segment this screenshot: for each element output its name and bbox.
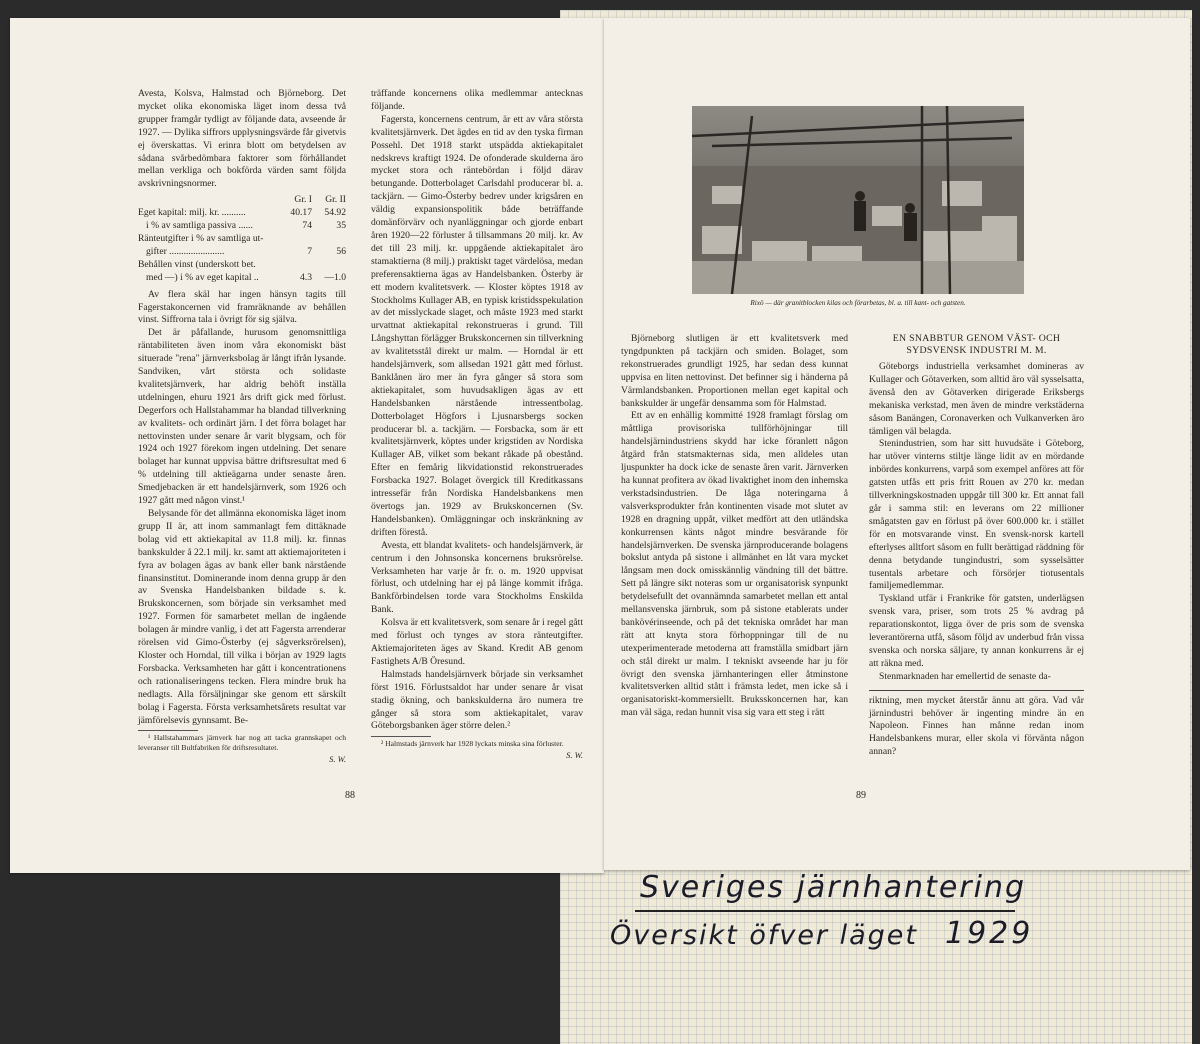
signature: S. W. [566,750,583,761]
handwritten-year: 1929 [945,916,1034,951]
left-column-2 [371,88,583,762]
page-89 [604,18,1190,870]
paragraph: riktning, men mycket återstår ännu att göra. Vad vår järnindustri behöver är ingenting mindre än en Napoleon. Finnes han månne redan inom Handelsbankens murar, eller skola vi förvänta någon annan? [869,694,1084,758]
page-88 [10,18,604,873]
table-row: gifter ....................... 7 56 [146,245,346,257]
handwritten-underline [635,910,1015,912]
paragraph: Belysande för det allmänna ekonomiska läget inom grupp II är, att inom sammanlagt fem dittäknade bolag vid ett aktiekapital av 11.8 milj. kr. finnas bankskulder å 22.1 milj. kr. samt att aktiemajoriteten i fyra av bolagen ägas av bank eller bank närstående finansinstitut. Dominerande inom denna grupp är den av Svenska Handelsbanken bildade s. k. Brukskoncernen, som började sin verksamhet med 1927. Formen för samarbetet mellan de ingående bolagen är mindre vanlig, i det att Fagersta arrenderar rörelsen vid Gimo-Österby (ej sågverksrörelsen), Kloster och Horndal, till vilka i början av 1929 lagts Forsbacka. Verksamheten har gått i koncentrationens och rationaliseringens tecken. Flera mindre bruk ha nedlagts. Alla försäljningar ske genom ett särskilt bolag i Fagersta. Första verksamhetsårets resultat var jämförelsevis gynnsamt. Be- [138,508,346,726]
quarry-photo-illustration [692,106,1024,294]
handwritten-subtitle: Översikt öfver läget [610,920,918,951]
paragraph: Kolsva är ett kvalitetsverk, som senare år i regel gått med förlust och tynges av stora ränteutgifter. Aktiemajoriteten äges av Skand. Kredit AB genom Fastighets A/B Öresund. [371,617,583,667]
paragraph: Ett av en enhällig kommitté 1928 framlagt förslag om måttliga provisoriska tullförhöjningar till handelsjärnindustriens skydd har icke föranlett någon åtgärd från statsmakternas sida, men alldeles utan ljuspunkter ha dock icke de senaste åren varit. Järnverken ha kunnat profitera av ökad livaktighet inom den inhemska verkstadsindustrien. De låga noteringarna å valsverksprodukter från kontinenten visade mot slutet av 1928 en dragning uppåt, vilket medfört att den utländska konkurrensen känts något mindre besvärande för handelsjärnverken. De svenska järnproducerande bolagens bokslut antyda på sistone i allmänhet en låt vara mycket långsam men dock omisskännlig vändning till det bättre. Sett på längre sikt noteras som ur organisatorisk synpunkt betydelsefullt det ovannämnda samarbetet mellan ett antal mellansvenska järnbruk, som på sistone etablerats under bankövérinseende, och på det tekniska området har man rätt att knyta stora förhoppningar till de nu utexperimenterade metoderna att framställa smidbart järn och stål direkt ur malm. I tekniskt avseende har ju för övrigt den svenska järnhanteringen eller åtminstone kvalitetsverken alltid stått i främsta ledet, men icke så i organisatoriskt-kommersiellt. Bruksskoncernen har, kan man väl säga, redan hunnit visa sig vara ett steg i rätt [621,410,848,719]
header-gr1: Gr. I [294,194,312,206]
paragraph: Avesta, ett blandat kvalitets- och handelsjärnverk, är centrum i den Johnsonska koncernens bruksrörelse. Verksamheten har varje år fr. o. m. 1920 uppvisat förlust, och utdelning har ej på länge kommit ifråga. Bankförbindelsen torde vara Stockholms Enskilda Bank. [371,539,583,616]
footnote: ¹ Hallstahammars järnverk har nog att tacka grannskapet och leveranser till Bultfabriken för driftsresultatet. [138,733,346,753]
footnote-rule [371,736,431,737]
signature: S. W. [329,754,346,765]
paragraph: Det är påfallande, hurusom genomsnittliga räntabiliteten även inom våra ekonomiskt bäst situerade "rena" järnverksbolag är långt ifrån lysande. Sandviken, vårt största och solidaste kvalitetsjärnverk, har aldrig behöft inställa utdelningen, ehuru 1921 års drift gick med förlust. Degerfors och Hallstahammar ha blandad tillverkning av kvalitets- och ordinärt järn. I det förra bolaget har nettovinsten under senare år varit blygsam, och för 1924 och 1927 förekom ingen utdelning. Det senare bolaget har kunnat uppvisa bättre driftsresultat med 6 % utdelning till aktieägarna under senaste åren. Smedjebacken är ett handelsjärnverk, som 1926 och 1927 gått med någon vinst.¹ [138,327,346,507]
paragraph: Avesta, Kolsva, Halmstad och Björneborg. Det mycket olika ekonomiska läget inom dessa två grupper framgår tydligt av följande data, avseende år 1927. — Dylika siffrors upplysningsvärde får givetvis ej överskattas. Vi erinra blott om betydelsen av sådana svårbedömbara faktorer som förhållandet mellan verkliga och bokförda värden samt följda avskrivningsnormer. [138,88,346,190]
handwritten-title: Sveriges järnhantering [640,870,1027,905]
header-gr2: Gr. II [325,194,346,206]
footnote: ² Halmstads järnverk har 1928 lyckats minska sina förluster. [381,739,564,749]
table-row: med —) i % av eget kapital .. 4.3 —1.0 [146,271,346,283]
paragraph: Björneborg slutligen är ett kvalitetsverk med tyngdpunkten på tackjärn och smiden. Bolaget, som rekonstruerades grundligt 1925, har sedan dess kunnat uppvisa en liten nettovinst. Det befinner sig i händerna på Värmlandsbanken. Proportionen mellan eget kapital och bankskulder är ungefär densamma som för Halmstad. [621,333,848,409]
right-column-1 [621,333,848,720]
footnote-rule [138,730,198,731]
paragraph: Av flera skäl har ingen hänsyn tagits till Fagerstakoncernen vid framräknande av behållen vinst. Siffrorna tala i övrigt för sig själva. [138,288,346,326]
paragraph: Fagersta, koncernens centrum, är ett av våra största kvalitetsjärnverk. Det ägdes en tid av den tyska firman Possehl. Det 1918 starkt utspädda aktiekapitalet nedskrevs kraftigt 1924. De ofonderade skulderna äro mycket stora och räntebördan i följd därav betungande. Dotterbolaget Carlsdahl producerar bl. a. tackjärn. — Gimo-Österby bedrev under krigsåren en väldig expansionspolitik både beträffande domänförvärv och nyanläggningar och gjorde enbart åren 1920—22 förluster å tillsammans 20 milj. kr. Av det till 23 milj. kr. uppgående aktiekapitalet äro stamaktierna (8 milj.) praktiskt taget värdelösa, medan preferensaktierna ägas av Handelsbanken. Österby är ett modern kvalitetsverk. — Kloster köptes 1918 av Stockholms Kullager AB, en typisk kristidsspekulation av det misslyckade slaget, och måste 1923 med starkt urvattnat aktiekapital rekonstrueras i grund. Till Långshyttan förlägger Brukskoncernen sin tillverkning av kvalitetsstål direkt ur malm. — Horndal är ett handelsjärnverk, som allsedan 1921 gått med förlust. Banklånen äro mer än fyra gånger så stora som aktiekapitalet, som huvudsakligen ägas av ett Handelsbanken närstående intressentbolag. Dotterbolaget Högfors i Ljusnarsbergs socken producerar bl. a. tackjärn. — Forsbacka, som är ett kvalitetsjärnverk, köptes under krigstiden av Nordiska Kullager AB, vilket som bekant råkade på obestånd. Efter en femårig likvidationstid rekonstruerades Forsbacka 1927. Bolaget övergick till Kreditkassans intressefär från Nordiska Handelsbankens men övertogs jan. 1929 av Brukskoncernen (Sv. Handelsbanken). Omläggningar och inskränkning av driften förestå. [371,113,583,538]
paragraph: träffande koncernens olika medlemmar antecknas följande. [371,88,583,112]
paragraph: Göteborgs industriella verksamhet domineras av Kullager och Götaverken, som alltid äro väl sysselsatta, ävenså den av Götaverken dirigerade Eriksbergs mekaniska verkstad, men även de mindre verkstäderna såsom Banängen, Coronaverken och Vulkanverken äro tämligen väl belagda. [869,361,1084,437]
page-number: 88 [345,790,355,801]
comparison-table [138,194,346,284]
table-row: Eget kapital: milj. kr. .......... 40.17 54.92 [138,207,346,219]
column-divider [869,690,1084,691]
paragraph: Stenindustrien, som har sitt huvudsäte i Göteborg, har utöver vinterns stiltje länge lidit av en mördande inbördes konkurrens, varpå som exempel anföres att för gatsten utfås ett pris fritt Rouen av 270 kr. medan tillverkningskostnaden uppgår till 300 kr. Ett annat fall går i samma stil: en leverans om 22 millioner smågatsten gav en förlust på över 600.000 kr. i stället för en motsvarande vinst. En svensk-norsk kartell efterlyses alltfort såsom en fullt berättigad räddning för denna betydande tungindustri, som sysselsätter tusentals arbetare och försörjer tiotusentals familjemedlemmar. [869,438,1084,592]
paragraph: Halmstads handelsjärnverk började sin verksamhet först 1916. Förlustsaldot har under senare år visat stadig ökning, och bankskulderna äro numera tre gånger så stora som aktiekapitalet, varav Göteborgsbanken äger större delen.² [371,668,583,732]
table-row: Ränteutgifter i % av samtliga ut- [138,232,264,244]
left-column-1 [138,88,346,766]
paragraph: Tyskland utfär i Frankrike för gatsten, underlägsen svensk vara, priser, som trots 25 % avdrag på reparationskontot, ligga över de pris som de svenska leverantörerna utfå, såsom följd av underbud från vissa svenska och norska säljare, ty annan konkurrens är ej att räkna med. [869,593,1084,669]
table-row: Behållen vinst (underskott bet. [138,258,256,270]
paragraph: Stenmarknaden har emellertid de senaste da- [879,670,1051,682]
right-column-2 [869,333,1084,759]
quarry-photo [692,106,1024,294]
section-heading: EN SNABBTUR GENOM VÄST- OCH SYDSVENSK INDUSTRI M. M. [892,333,1061,356]
table-row: i % av samtliga passiva ...... 74 35 [146,220,346,232]
photo-caption: Rixö — där granitblocken kilas och förarbetas, bl. a. till kant- och gatsten. [750,299,966,307]
table-header [138,194,346,207]
page-number: 89 [856,790,866,801]
